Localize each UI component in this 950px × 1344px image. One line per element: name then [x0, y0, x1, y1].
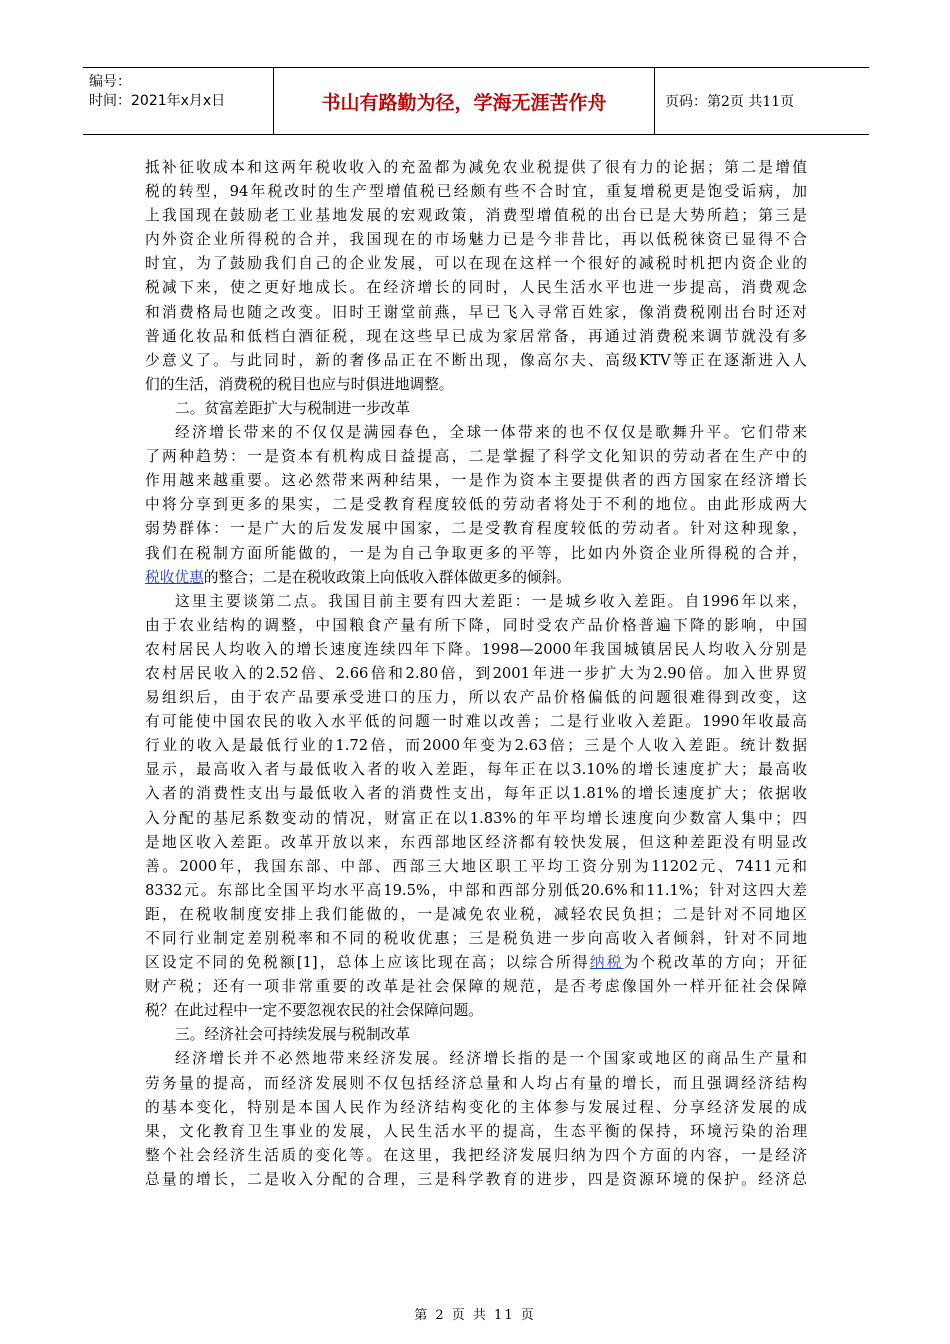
- text-line: 财产税；还有一项非常重要的改革是社会保障的规范，是否考虑像国外一样开征社会保障: [145, 978, 807, 996]
- section-heading: 二。贫富差距扩大与税制进一步改革: [175, 399, 411, 417]
- text-line: 有可能使中国农民的收入水平低的问题一时难以改善；二是行业收入差距。1990年收最高: [145, 713, 807, 731]
- text-line: 内外资企业所得税的合并，我国现在的市场魅力已是今非昔比，再以低税徕资已显得不合: [145, 231, 807, 249]
- text-line: [145, 566, 807, 590]
- text-line: 经济增长并不必然地带来经济发展。经济增长指的是一个国家或地区的商品生产量和: [175, 1050, 807, 1068]
- text-line: 少意义了。与此同时，新的奢侈品正在不断出现，像高尔夫、高级KTV等正在逐渐进入人: [145, 351, 807, 369]
- page-info: 页码：第2页 共11页: [665, 94, 795, 110]
- text-line: 经济增长带来的不仅仅是满园春色，全球一体带来的也不仅仅是歌舞升平。它们带来: [175, 424, 807, 442]
- text-line: 农村居民人均收入的增长速度连续四年下降。1998—2000年我国城镇居民人均收入分别是: [145, 640, 807, 658]
- motto: 书山有路勤为径，学海无涯苦作舟: [321, 91, 607, 114]
- document-body: [145, 156, 807, 1192]
- text-run: 为个税改革的方向；开征: [623, 954, 807, 972]
- text-line: 税？在此过程中一定不要忽视农民的社会保障问题。: [145, 1002, 483, 1020]
- text-line: 8332元。东部比全国平均水平高19.5%，中部和西部分别低20.6%和11.1%；针对这四大差: [145, 881, 807, 899]
- text-line: 作用越来越重要。这必然带来两种结果，一是作为资本主要提供者的西方国家在经济增长: [145, 472, 807, 490]
- number-label: 编号：: [89, 74, 131, 90]
- text-line: 是地区收入差距。改革开放以来，东西部地区经济都有较快发展，但这种差距没有明显改: [145, 833, 807, 851]
- section-heading: 三。经济社会可持续发展与税制改革: [175, 1026, 411, 1044]
- text-line: 善。2000年，我国东部、中部、西部三大地区职工平均工资分别为11202元、7411元和: [145, 857, 807, 875]
- text-line: 和消费格局也随之改变。旧时王谢堂前燕，早已飞入寻常百姓家，像消费税刚出台时还对: [145, 303, 807, 321]
- text-line: 整个社会经济生活质的变化等。在这里，我把经济发展归纳为四个方面的内容，一是经济: [145, 1146, 807, 1164]
- text-line: 农村居民收入的2.52倍、2.66倍和2.80倍，到2001年进一步扩大为2.90倍。加入世界贸: [145, 664, 807, 682]
- header-meta: [83, 68, 274, 134]
- text-line: 上我国现在鼓励老工业基地发展的宏观政策，消费型增值税的出台已是大势所趋；第三是: [145, 207, 807, 225]
- text-line: 劳务量的提高，而经济发展则不仅包括经济总量和人均占有量的增长，而且强调经济结构: [145, 1074, 807, 1092]
- text-line: 显示，最高收入者与最低收入者的收入差距，每年正在以3.10%的增长速度扩大；最高收: [145, 761, 807, 779]
- text-line: 果，文化教育卫生事业的发展，人民生活水平的提高，生态平衡的保持，环境污染的治理: [145, 1122, 807, 1140]
- tax-preference-link[interactable]: 税收优惠: [145, 568, 204, 586]
- text-line: 这里主要谈第二点。我国目前主要有四大差距：一是城乡收入差距。自1996年以来，: [175, 592, 807, 610]
- page-header: [83, 67, 869, 135]
- text-run: 区设定不同的免税额[1]，总体上应该比现在高；以综合所得: [145, 954, 590, 972]
- text-line: 不同行业制定差别税率和不同的税收优惠；三是税负进一步向高收入者倾斜，针对不同地: [145, 930, 807, 947]
- text-line: 距，在税收制度安排上我们能做的，一是减免农业税，减轻农民负担；二是针对不同地区: [145, 905, 807, 923]
- text-line: 易组织后，由于农产品要承受进口的压力，所以农产品价格偏低的问题很难得到改变，这: [145, 689, 807, 707]
- text-line: 们的生活，消费税的税目也应与时俱进地调整。: [145, 375, 454, 393]
- text-line: [145, 951, 807, 975]
- text-line: 中将分享到更多的果实，二是受教育程度较低的劳动者将处于不利的地位。由此形成两大: [145, 496, 807, 514]
- text-line: 普通化妆品和低档白酒征税，现在这些早已成为家居常备，再通过消费税来调节就没有多: [145, 327, 807, 345]
- text-line: 弱势群体：一是广大的后发发展中国家，二是受教育程度较低的劳动者。针对这种现象，: [145, 520, 807, 538]
- text-line: 抵补征收成本和这两年税收收入的充盈都为减免农业税提供了很有力的论据；第二是增值: [145, 159, 807, 176]
- text-line: 我们在税制方面所能做的，一是为自己争取更多的平等，比如内外资企业所得税的合并，: [145, 544, 807, 562]
- text-line: 总量的增长，二是收入分配的合理，三是科学教育的进步，四是资源环境的保护。经济总: [145, 1170, 807, 1188]
- text-line: 入分配的基尼系数变动的情况，财富正在以1.83%的年平均增长速度向少数富人集中；四: [145, 809, 807, 827]
- text-line: 入者的消费性支出与最低收入者的消费性支出，每年正以1.81%的增长速度扩大；依据收: [145, 785, 807, 803]
- date-label: 时间：2021年x月x日: [89, 93, 226, 109]
- header-motto-cell: [274, 68, 655, 134]
- text-line: 税减下来，使之更好地成长。在经济增长的同时，人民生活水平也进一步提高，消费观念: [145, 279, 807, 297]
- text-line: 由于农业结构的调整，中国粮食产量有所下降，同时受农产品价格普遍下降的影响，中国: [145, 616, 807, 634]
- text-line: 行业的收入是最低行业的1.72倍，而2000年变为2.63倍；三是个人收入差距。统计数据: [145, 737, 807, 755]
- text-line: 的基本变化，特别是本国人民作为经济结构变化的主体参与发展过程、分享经济发展的成: [145, 1098, 807, 1116]
- page-footer: 第 2 页 共 11 页: [414, 1308, 536, 1323]
- tax-payment-link[interactable]: 纳税: [589, 954, 624, 972]
- text-run: 的整合；二是在税收政策上向低收入群体做更多的倾斜。: [203, 568, 571, 586]
- text-line: 了两种趋势：一是资本有机构成日益提高，二是掌握了科学文化知识的劳动者在生产中的: [145, 448, 807, 466]
- text-line: 时宜，为了鼓励我们自己的企业发展，可以在现在这样一个很好的减税时机把内资企业的: [145, 255, 807, 273]
- text-line: 税的转型，94年税改时的生产型增值税已经颇有些不合时宜，重复增税更是饱受诟病，加: [145, 183, 807, 201]
